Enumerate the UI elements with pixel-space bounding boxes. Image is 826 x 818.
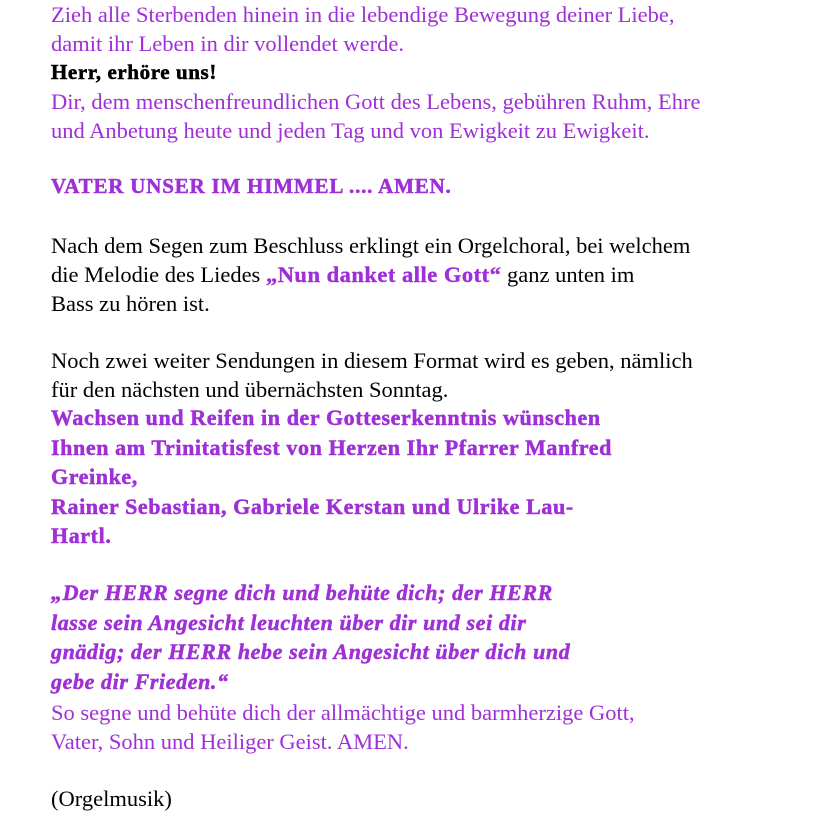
announcement-line: für den nächsten und übernächsten Sonntag.	[51, 377, 449, 402]
doxology-line: Dir, dem menschenfreundlichen Gott des Lebens, gebühren Ruhm, Ehre	[51, 89, 701, 114]
closing-line: Bass zu hören ist.	[51, 291, 210, 316]
closing-text: die Melodie des Liedes	[51, 262, 266, 287]
blessing-line: gebe dir Frieden.“	[51, 668, 229, 694]
blessing-quote	[51, 578, 570, 696]
greeting-line: Greinke,	[51, 464, 138, 490]
benediction-line: So segne und behüte dich der allmächtige und barmherzige Gott,	[51, 700, 635, 725]
benediction-line: Vater, Sohn und Heiliger Geist. AMEN.	[51, 729, 409, 754]
greeting-line: Rainer Sebastian, Gabriele Kerstan und Ulrike Lau-	[51, 493, 574, 519]
closing-line	[51, 260, 690, 289]
hymn-title: „Nun danket alle Gott“	[265, 262, 502, 287]
announcement-paragraph	[51, 346, 693, 404]
doxology	[51, 87, 701, 145]
blessing-line: lasse sein Angesicht leuchten über dir und sei dir	[51, 609, 527, 635]
benediction	[51, 698, 635, 756]
prayer-line: Zieh alle Sterbenden hinein in die lebendige Bewegung deiner Liebe,	[51, 2, 675, 27]
prayer-response: Herr, erhöre uns!	[51, 60, 217, 84]
lords-prayer-heading: VATER UNSER IM HIMMEL .... AMEN.	[51, 174, 452, 198]
blessing-line: „Der HERR segne dich und behüte dich; der HERR	[51, 580, 553, 605]
closing-text: ganz unten im	[501, 262, 635, 287]
blessing-line: gnädig; der HERR hebe sein Angesicht über dich und	[51, 639, 571, 665]
prayer-line: damit ihr Leben in dir vollendet werde.	[51, 31, 405, 56]
closing-paragraph	[51, 231, 690, 318]
intercession-prayer	[51, 0, 675, 58]
doxology-line: und Anbetung heute und jeden Tag und von Ewigkeit zu Ewigkeit.	[51, 118, 650, 143]
closing-line: Nach dem Segen zum Beschluss erklingt ein Orgelchoral, bei welchem	[51, 233, 691, 258]
greeting-line: Ihnen am Trinitatisfest von Herzen Ihr Pfarrer Manfred	[51, 434, 612, 460]
organ-music-note: (Orgelmusik)	[51, 786, 172, 811]
greeting-paragraph	[51, 403, 612, 551]
greeting-line: Wachsen und Reifen in der Gotteserkenntnis wünschen	[51, 405, 601, 430]
greeting-line: Hartl.	[51, 523, 112, 549]
announcement-line: Noch zwei weiter Sendungen in diesem Format wird es geben, nämlich	[51, 348, 693, 373]
